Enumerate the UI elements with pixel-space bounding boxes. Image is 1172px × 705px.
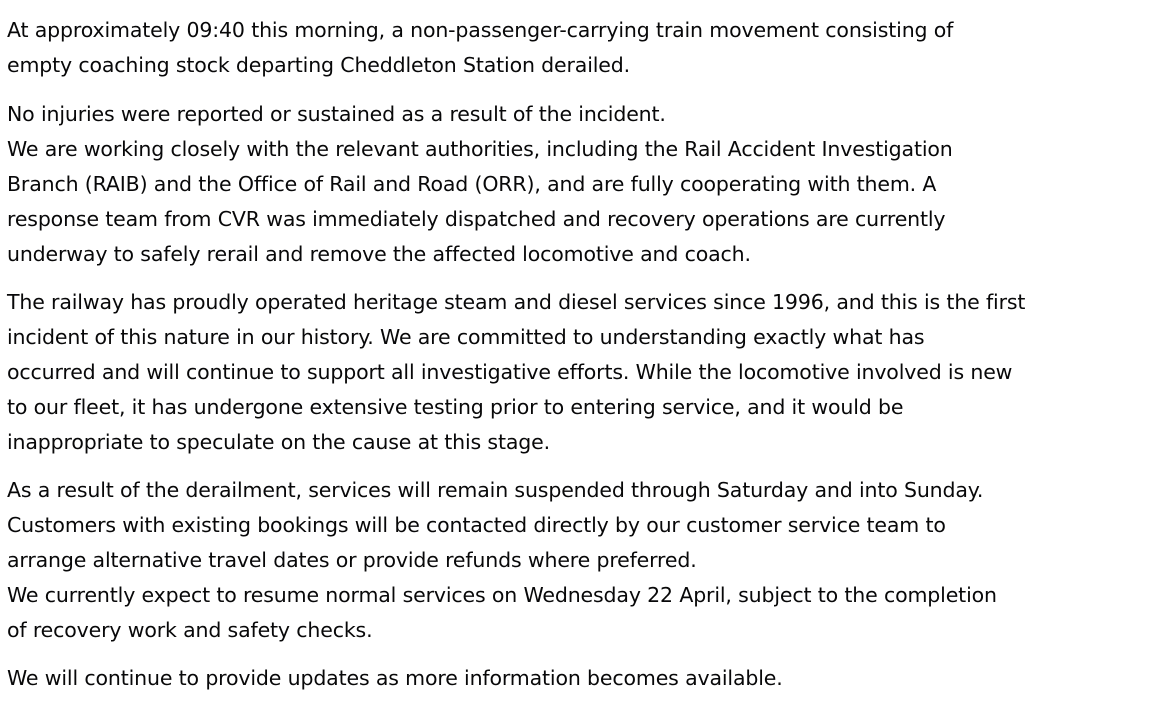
paragraph-3-line-5: inappropriate to speculate on the cause at this stage. [7,430,550,454]
paragraph-3-line-1: The railway has proudly operated heritage steam and diesel services since 1996, and this is the first [7,290,1026,314]
paragraph-2-line-2: We are working closely with the relevant authorities, including the Rail Accident Investigation [7,137,953,161]
paragraph-2-line-3: Branch (RAIB) and the Office of Rail and Road (ORR), and are fully cooperating with them. A [7,172,937,196]
paragraph-4-line-2: Customers with existing bookings will be contacted directly by our customer service team to [7,513,946,537]
paragraph-2-line-1: No injuries were reported or sustained as a result of the incident. [7,102,666,126]
paragraph-5-line-1: We will continue to provide updates as more information becomes available. [7,666,783,690]
paragraph-1-line-1: At approximately 09:40 this morning, a non-passenger-carrying train movement consisting of [7,18,954,42]
paragraph-1-line-2: empty coaching stock departing Cheddleton Station derailed. [7,53,630,77]
paragraph-4-line-1: As a result of the derailment, services will remain suspended through Saturday and into Sunday. [7,478,984,502]
paragraph-2-line-4: response team from CVR was immediately dispatched and recovery operations are currently [7,207,946,231]
paragraph-4-line-4: We currently expect to resume normal services on Wednesday 22 April, subject to the completion [7,583,997,607]
paragraph-3-line-4: to our fleet, it has undergone extensive testing prior to entering service, and it would be [7,395,904,419]
paragraph-4-line-5: of recovery work and safety checks. [7,618,373,642]
paragraph-3-line-3: occurred and will continue to support all investigative efforts. While the locomotive involved is new [7,360,1013,384]
paragraph-4-line-3: arrange alternative travel dates or provide refunds where preferred. [7,548,697,572]
paragraph-2-line-5: underway to safely rerail and remove the affected locomotive and coach. [7,242,751,266]
paragraph-3-line-2: incident of this nature in our history. We are committed to understanding exactly what has [7,325,925,349]
